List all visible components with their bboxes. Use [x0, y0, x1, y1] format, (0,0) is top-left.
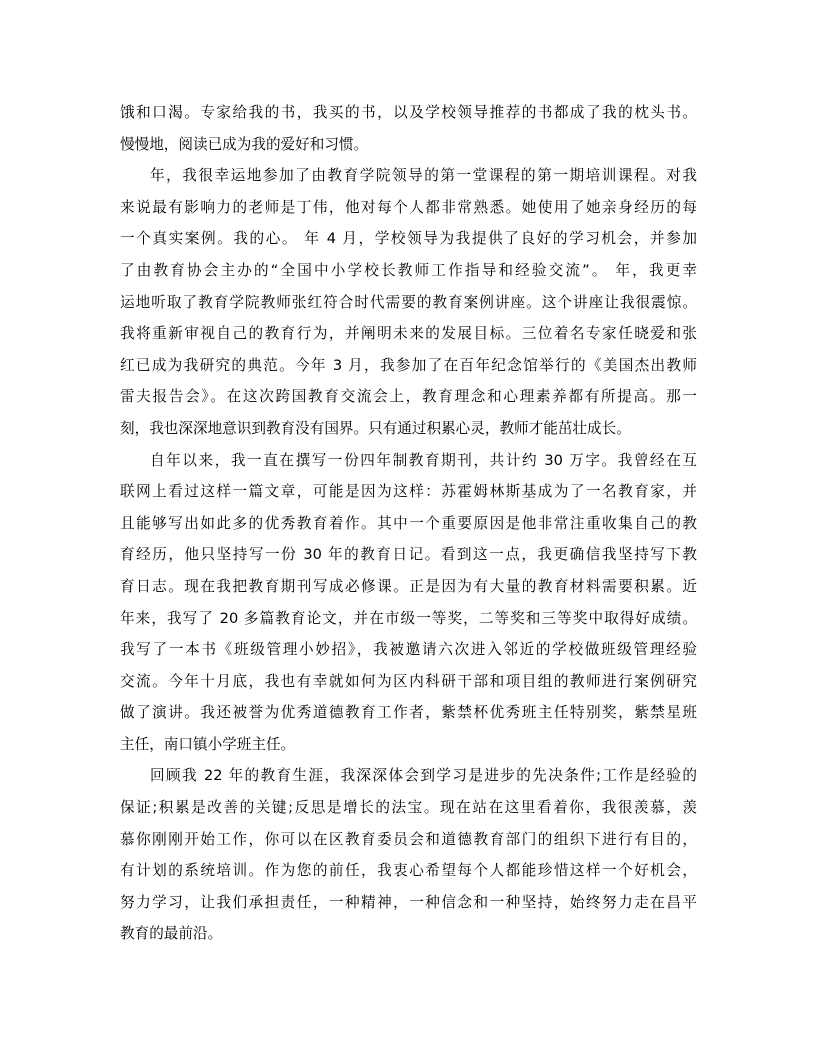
- text-line: 刻，我也深深地意识到教育没有国界。只有通过积累心灵，教师才能茁壮成长。: [120, 419, 631, 437]
- text-line: 育经历，他只坚持写一份 30 年的教育日记。看到这一点，我更确信我坚持写下教: [120, 546, 697, 564]
- text-line: 饿和口渴。专家给我的书，我买的书，以及学校领导推荐的书都成了我的枕头书。: [120, 104, 697, 121]
- text-line: 育日志。现在我把教育期刊写成必修课。正是因为有大量的教育材料需要积累。近: [120, 577, 697, 595]
- text-line: 努力学习，让我们承担责任，一种精神，一种信念和一种坚持，始终努力走在昌平: [120, 893, 697, 911]
- text-line: 做了演讲。我还被誉为优秀道德教育工作者，紫禁杯优秀班主任特别奖，紫禁星班: [120, 704, 697, 722]
- text-line: 自年以来，我一直在撰写一份四年制教育期刊，共计约 30 万字。我曾经在互: [150, 451, 697, 469]
- text-line: 教育的最前沿。: [120, 925, 223, 943]
- text-line: 主任，南口镇小学班主任。: [120, 735, 296, 753]
- text-line: 慕你刚刚开始工作，你可以在区教育委员会和道德教育部门的组织下进行有目的，: [120, 830, 697, 848]
- text-line: 一个真实案例。我的心。 年 4 月，学校领导为我提供了良好的学习机会，并参加: [120, 230, 697, 248]
- text-line: 慢慢地，阅读已成为我的爱好和习惯。: [120, 135, 369, 153]
- document-page: [120, 97, 697, 950]
- text-line: 交流。今年十月底，我也有幸就如何为区内科研干部和项目组的教师进行案例研究: [120, 672, 697, 690]
- text-line: 保证;积累是改善的关键;反思是增长的法宝。现在站在这里看着你，我很羡慕，羡: [120, 799, 697, 817]
- text-line: 来说最有影响力的老师是丁伟，他对每个人都非常熟悉。她使用了她亲身经历的每: [120, 198, 697, 216]
- text-line: 年来，我写了 20 多篇教育论文，并在市级一等奖，二等奖和三等奖中取得好成绩。: [120, 609, 697, 627]
- text-line: 运地听取了教育学院教师张红符合时代需要的教育案例讲座。这个讲座让我很震惊。: [120, 293, 697, 311]
- text-line: 红已成为我研究的典范。今年 3 月，我参加了在百年纪念馆举行的《美国杰出教师: [120, 356, 697, 374]
- text-line: 我写了一本书《班级管理小妙招》，我被邀请六次进入邻近的学校做班级管理经验: [120, 641, 697, 659]
- text-line: 年，我很幸运地参加了由教育学院领导的第一堂课程的第一期培训课程。对我: [150, 167, 697, 185]
- text-line: 了由教育协会主办的“全国中小学校长教师工作指导和经验交流”。 年，我更幸: [120, 261, 697, 279]
- text-line: 有计划的系统培训。作为您的前任，我衷心希望每个人都能珍惜这样一个好机会，: [120, 862, 697, 880]
- text-line: 回顾我 22 年的教育生涯，我深深体会到学习是进步的先决条件;工作是经验的: [150, 767, 697, 785]
- text-line: 联网上看过这样一篇文章，可能是因为这样：苏霍姆林斯基成为了一名教育家，并: [120, 483, 697, 501]
- text-line: 我将重新审视自己的教育行为，并阐明未来的发展目标。三位着名专家任晓爱和张: [120, 325, 697, 343]
- text-line: 雷夫报告会》。在这次跨国教育交流会上，教育理念和心理素养都有所提高。那一: [120, 388, 697, 406]
- text-line: 且能够写出如此多的优秀教育着作。其中一个重要原因是他非常注重收集自己的教: [120, 514, 697, 532]
